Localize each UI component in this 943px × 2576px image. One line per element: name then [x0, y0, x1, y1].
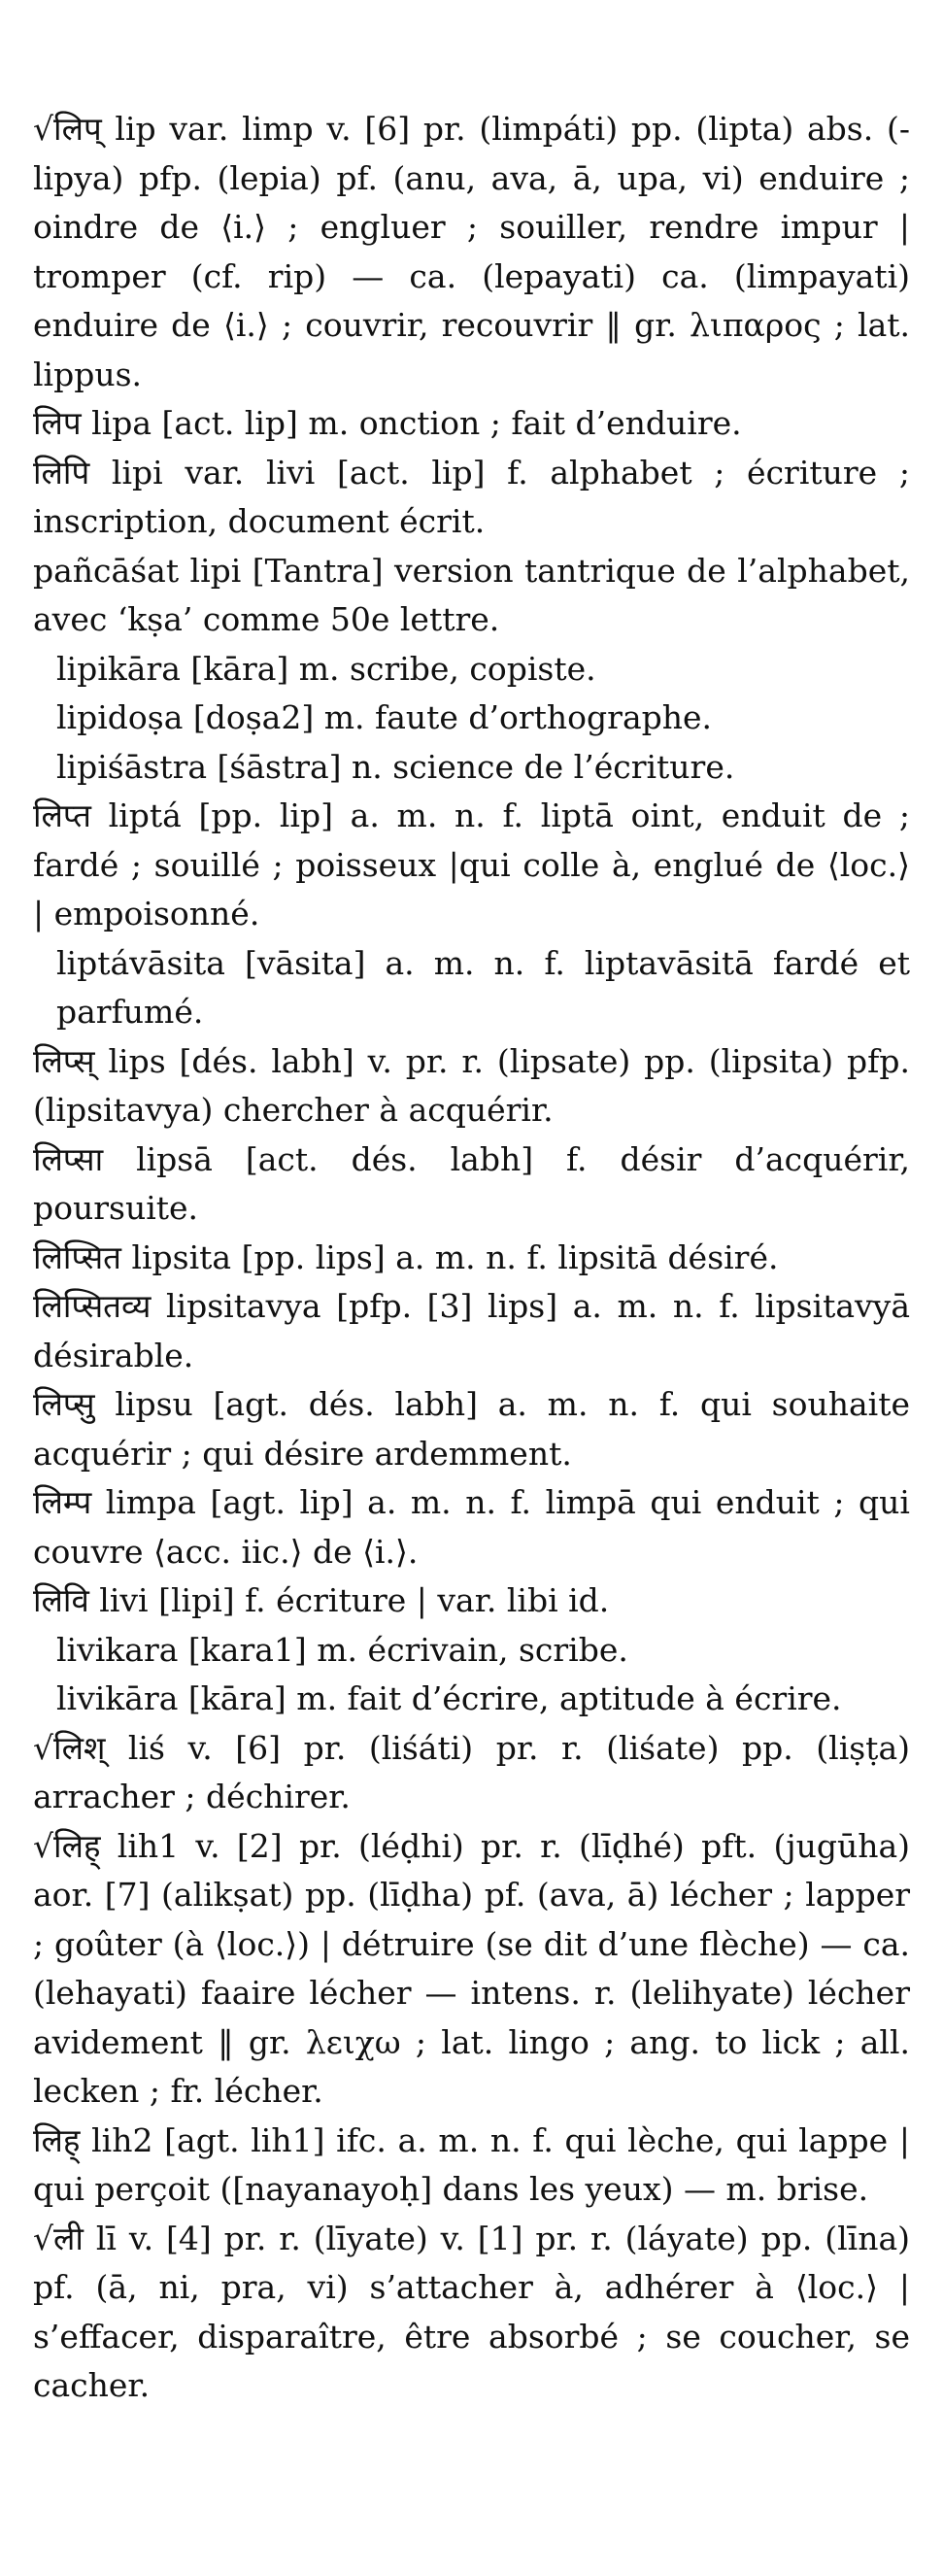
entry-lip-root: √लिप् lip var. limp v. [6] pr. (limpáti) pp. (lipta) abs. (-lipya) pfp. (lepia) pf. (anu, ava, ā, upa, vi) enduire ; oindre de ⟨i.⟩ ; engluer ; souiller, rendre impur | tromper (cf. rip) — ca. (lepayati) ca. (limpayati) enduire de ⟨i.⟩ ; couvrir, recouvrir ‖ gr. λιπαρος ; lat. lippus.: [33, 110, 910, 393]
subentry-lipidosa: lipidoṣa [doṣa2] m. faute d’orthographe.: [56, 698, 713, 736]
subentry-lipikara: lipikāra [kāra] m. scribe, copiste.: [56, 649, 596, 688]
entry-lipsitavya: लिप्सितव्य lipsitavya [pfp. [3] lips] a. m. n. f. lipsitavyā désirable.: [33, 1287, 910, 1374]
entry-lih1-root: √लिह् lih1 v. [2] pr. (léḍhi) pr. r. (līḍhé) pft. (jugūha) aor. [7] (alikṣat) pp. (līḍha) pf. (ava, ā) lécher ; lapper ; goûter (à ⟨loc.⟩) | détruire (se dit d’une flèche) — ca. (lehayati) faaire lécher — intens. r. (lelihyate) lécher avidement ‖ gr. λειχω ; lat. lingo ; ang. to lick ; all. lecken ; fr. lécher.: [33, 1826, 910, 2110]
entry-lipsa: लिप्सा lipsā [act. dés. labh] f. désir d’acquérir, poursuite.: [33, 1139, 910, 1227]
entry-livi: लिवि livi [lipi] f. écriture | var. libi id.: [33, 1581, 610, 1619]
entry-limpa: लिम्प limpa [agt. lip] a. m. n. f. limpā qui enduit ; qui couvre ⟨acc. iic.⟩ de ⟨i.⟩.: [33, 1483, 910, 1571]
entry-li-root: √ली lī v. [4] pr. r. (līyate) v. [1] pr. r. (láyate) pp. (līna) pf. (ā, ni, pra, vi) s’attacher à, adhérer à ⟨loc.⟩ | s’effacer, disparaître, être absorbé ; se coucher, se cacher.: [33, 2219, 910, 2404]
entry-lis-root: √लिश् liś v. [6] pr. (liśáti) pr. r. (liśate) pp. (liṣṭa) arracher ; déchirer.: [33, 1728, 910, 1815]
entry-lips: लिप्स् lips [dés. labh] v. pr. r. (lipsate) pp. (lipsita) pfp. (lipsitavya) chercher à acquérir.: [33, 1041, 910, 1129]
entry-lih2: लिह् lih2 [agt. lih1] ifc. a. m. n. f. qui lèche, qui lappe | qui perçoit ([nayanayoḥ] dans les yeux) — m. brise.: [33, 2120, 910, 2208]
entry-pancasat-lipi: pañcāśat lipi [Tantra] version tantrique de l’alphabet, avec ‘kṣa’ comme 50e lettre.: [33, 551, 910, 638]
subentry-liptavasita: liptávāsita [vāsita] a. m. n. f. liptavāsitā fardé et parfumé.: [56, 943, 910, 1031]
entry-lipsu: लिप्सु lipsu [agt. dés. labh] a. m. n. f. qui souhaite acquérir ; qui désire ardemment.: [33, 1385, 910, 1473]
subentry-livikaara: livikāra [kāra] m. fait d’écrire, aptitude à écrire.: [56, 1679, 842, 1717]
entry-lipsita: लिप्सित lipsita [pp. lips] a. m. n. f. lipsitā désiré.: [33, 1237, 779, 1276]
entry-lipi: लिपि lipi var. livi [act. lip] f. alphabet ; écriture ; inscription, document écrit.: [33, 453, 910, 540]
entry-lipa: लिप lipa [act. lip] m. onction ; fait d’enduire.: [33, 404, 742, 442]
entry-lipta: लिप्त liptá [pp. lip] a. m. n. f. liptā oint, enduit de ; fardé ; souillé ; poisseux |qui colle à, englué de ⟨loc.⟩ | empoisonné.: [33, 797, 910, 932]
subentry-livikara: livikara [kara1] m. écrivain, scribe.: [56, 1630, 628, 1669]
subentry-lipisastra: lipiśāstra [śāstra] n. science de l’écriture.: [56, 747, 735, 786]
